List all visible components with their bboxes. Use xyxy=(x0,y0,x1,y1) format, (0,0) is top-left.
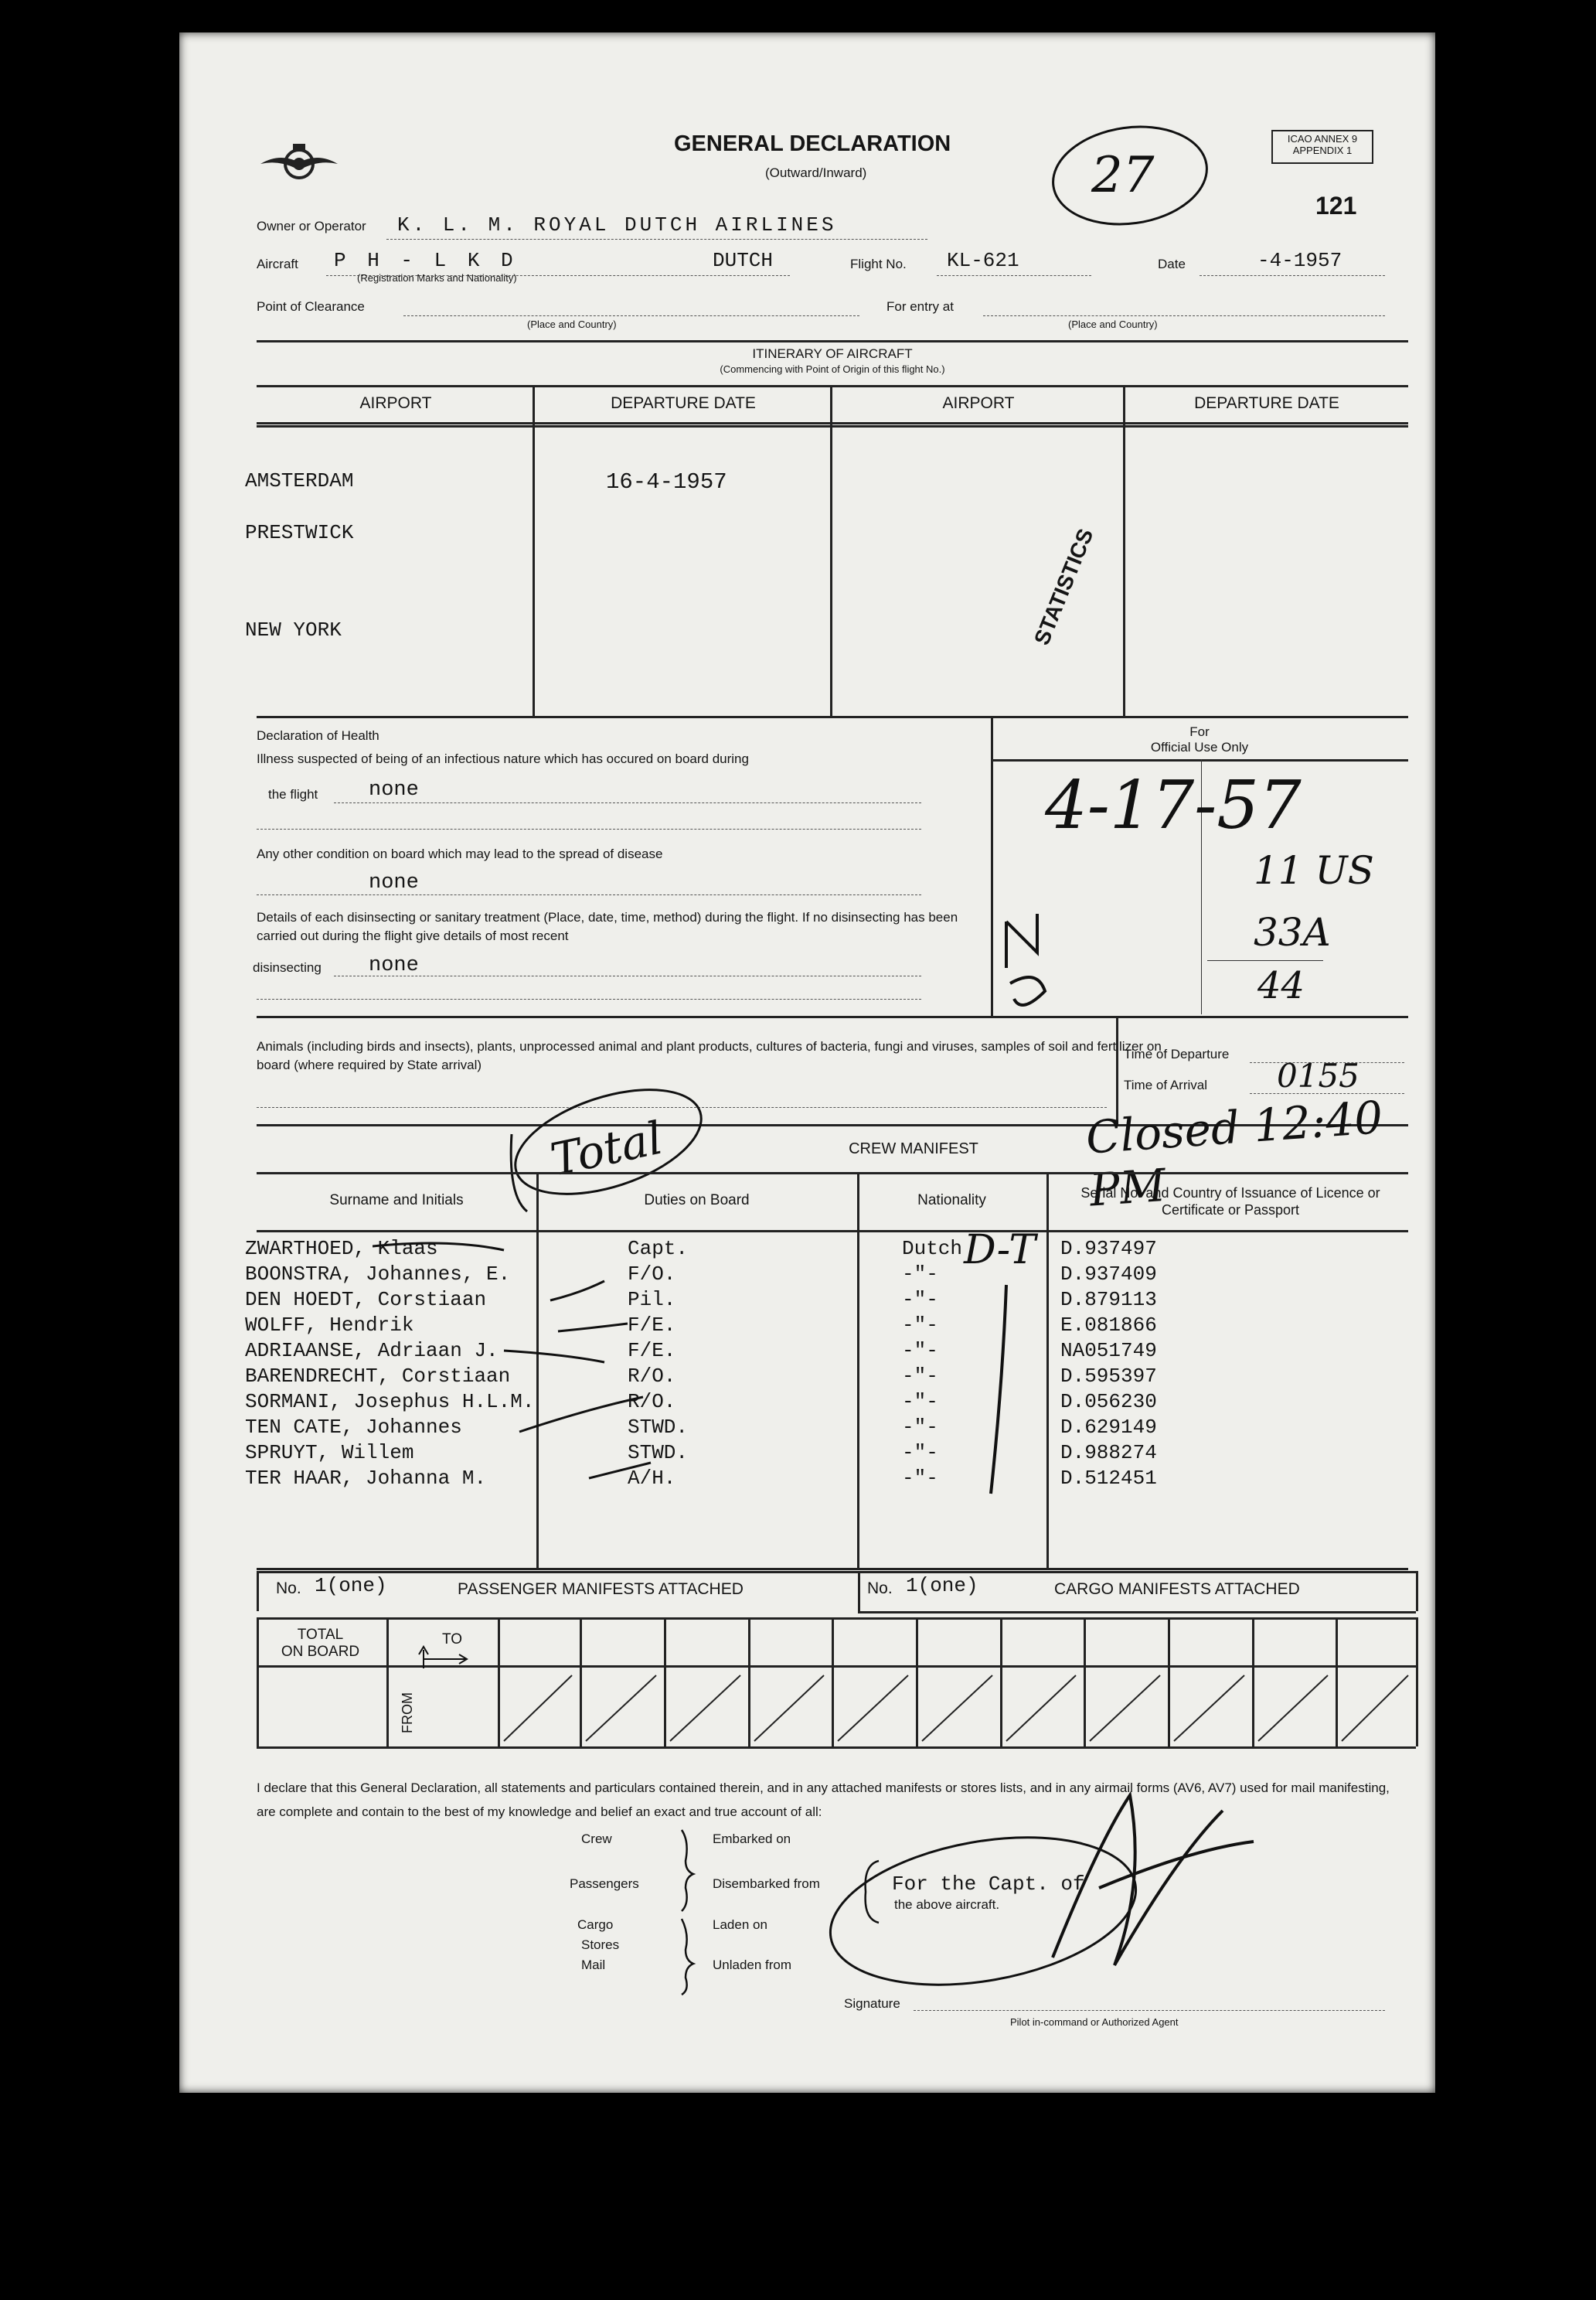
owner-value: K. L. M. ROYAL DUTCH AIRLINES xyxy=(397,213,837,237)
itinerary-col-airport-2: AIRPORT xyxy=(942,394,1015,412)
itinerary-title: ITINERARY OF AIRCRAFT xyxy=(752,346,913,361)
signature-label: Signature xyxy=(844,1996,900,2011)
owner-label: Owner or Operator xyxy=(257,219,366,233)
form-subtitle: (Outward/Inward) xyxy=(765,165,867,180)
cargo-no-label: No. xyxy=(867,1579,893,1597)
total-label: TOTAL xyxy=(297,1627,344,1643)
crew-serial: D.512451 xyxy=(1060,1467,1157,1490)
aircraft-label: Aircraft xyxy=(257,257,298,271)
grid-slash xyxy=(504,1675,572,1741)
health-q1-lead: the flight xyxy=(268,787,318,802)
circled-number: 27 xyxy=(1091,147,1155,204)
official-title1: For xyxy=(1189,724,1210,739)
above-aircraft: the above aircraft. xyxy=(894,1897,1000,1912)
from-label: FROM xyxy=(400,1692,415,1733)
crew-name: TER HAAR, Johanna M. xyxy=(245,1467,487,1490)
decl-left-2: Passengers xyxy=(570,1876,639,1891)
decl-mid-1: Embarked on xyxy=(713,1831,791,1846)
crew-nationality: -"- xyxy=(902,1339,938,1362)
itinerary-airport-2: PRESTWICK xyxy=(245,521,354,544)
captain-signature xyxy=(821,1764,1285,2012)
grid-slash xyxy=(1006,1675,1076,1741)
crew-nationality: -"- xyxy=(902,1288,938,1311)
crew-name: ZWARTHOED, Klaas xyxy=(245,1237,438,1260)
itinerary-airport-3: NEW YORK xyxy=(245,618,342,642)
crew-nationality: Dutch xyxy=(902,1237,963,1260)
crew-serial: D.629149 xyxy=(1060,1416,1157,1439)
crew-col-nationality: Nationality xyxy=(917,1192,986,1208)
crew-serial: D.879113 xyxy=(1060,1288,1157,1311)
health-q3: Details of each disinsecting or sanitary treatment (Place, date, time, method) during the flight. If no disinsecting has been carried out during the flight give details of most recent xyxy=(257,910,958,943)
official-hand-c: 44 xyxy=(1257,964,1305,1007)
onboard-label: ON BOARD xyxy=(281,1644,360,1660)
official-title2: Official Use Only xyxy=(1150,740,1249,755)
decl-left-5: Mail xyxy=(581,1958,606,1972)
crew-duty: F/E. xyxy=(628,1339,676,1362)
clearance-label: Point of Clearance xyxy=(257,299,365,314)
health-q2: Any other condition on board which may lead to the spread of disease xyxy=(257,847,663,861)
crew-name: BOONSTRA, Johannes, E. xyxy=(245,1262,511,1286)
crew-nationality: -"- xyxy=(902,1314,938,1337)
crew-duty: Pil. xyxy=(628,1288,676,1311)
pax-manifest-label: PASSENGER MANIFESTS ATTACHED xyxy=(458,1580,744,1598)
arrival-time-label: Time of Arrival xyxy=(1124,1078,1208,1092)
crew-name: DEN HOEDT, Corstiaan xyxy=(245,1288,487,1311)
decl-mid-4: Unladen from xyxy=(713,1958,792,1972)
crew-name: SPRUYT, Willem xyxy=(245,1441,414,1464)
crew-nationality: -"- xyxy=(902,1441,938,1464)
crew-duty: STWD. xyxy=(628,1416,689,1439)
date-label: Date xyxy=(1158,257,1186,271)
grid-slash xyxy=(754,1675,824,1741)
grid-slash xyxy=(1090,1675,1160,1741)
crew-duty: STWD. xyxy=(628,1441,689,1464)
official-hand-b: 33A xyxy=(1254,910,1331,955)
decl-mid-3: Laden on xyxy=(713,1917,767,1932)
crew-duty: R/O. xyxy=(628,1390,676,1413)
health-a3: none xyxy=(369,954,419,977)
capt-line: For the Capt. of xyxy=(892,1872,1085,1896)
animals-text: Animals (including birds and insects), plants, unprocessed animal and plant products, cultures of bacteria, fungi and viruses, samples of soil and fertilizer on board (where required by State arrival) xyxy=(257,1039,1162,1072)
grid-slash xyxy=(922,1675,992,1741)
health-title: Declaration of Health xyxy=(257,728,379,743)
crew-serial: D.595397 xyxy=(1060,1365,1157,1388)
pax-no-label: No. xyxy=(276,1579,301,1597)
health-q1: Illness suspected of being of an infectious nature which has occured on board during xyxy=(257,751,749,766)
decl-left-1: Crew xyxy=(581,1831,612,1846)
crew-serial: D.937497 xyxy=(1060,1237,1157,1260)
crew-duty: Capt. xyxy=(628,1237,689,1260)
grid-slash xyxy=(838,1675,908,1741)
crew-serial: D.937409 xyxy=(1060,1262,1157,1286)
entry-label: For entry at xyxy=(886,299,954,314)
crew-duty: F/O. xyxy=(628,1262,676,1286)
health-a1: none xyxy=(369,779,419,802)
decl-left-3: Cargo xyxy=(577,1917,614,1932)
decl-left-4: Stores xyxy=(581,1937,620,1952)
itinerary-col-date-2: DEPARTURE DATE xyxy=(1194,394,1339,412)
clearance-sub: (Place and Country) xyxy=(527,319,617,330)
grid-slash xyxy=(1342,1675,1408,1741)
crew-col-name: Surname and Initials xyxy=(329,1192,464,1208)
crew-title: CREW MANIFEST xyxy=(849,1140,978,1157)
grid-slash xyxy=(1174,1675,1244,1741)
crew-duty: A/H. xyxy=(628,1467,676,1490)
official-hand-a: 11 US xyxy=(1254,848,1374,893)
grid-slash xyxy=(1258,1675,1328,1741)
signature-sub: Pilot in-command or Authorized Agent xyxy=(1010,2016,1179,2028)
crew-nationality: -"- xyxy=(902,1262,938,1286)
crew-serial: D.056230 xyxy=(1060,1390,1157,1413)
crew-serial: E.081866 xyxy=(1060,1314,1157,1337)
crew-serial: D.988274 xyxy=(1060,1441,1157,1464)
closed-time-note: Closed 12:40 PM xyxy=(1084,1091,1385,1217)
crew-name: ADRIAANSE, Adriaan J. xyxy=(245,1339,499,1362)
aircraft-sub-label: (Registration Marks and Nationality) xyxy=(357,272,517,284)
crew-nationality: -"- xyxy=(902,1390,938,1413)
crew-nationality: -"- xyxy=(902,1365,938,1388)
crew-name: SORMANI, Josephus H.L.M. xyxy=(245,1390,535,1413)
itinerary-col-date-1: DEPARTURE DATE xyxy=(611,394,756,412)
crew-nationality: -"- xyxy=(902,1467,938,1490)
crew-hand-mark: D-T xyxy=(964,1227,1036,1273)
document-page xyxy=(179,32,1435,2093)
form-title: GENERAL DECLARATION xyxy=(674,131,951,156)
aircraft-nationality: DUTCH xyxy=(713,249,774,272)
crew-duty: R/O. xyxy=(628,1365,676,1388)
crew-name: WOLFF, Hendrik xyxy=(245,1314,414,1337)
to-label: TO xyxy=(442,1631,463,1647)
declaration-text: I declare that this General Declaration, all statements and particulars contained therein, and in any attached manifests or stores lists, and in any airmail forms (AV6, AV7) used for mail manifesting, are complete and contain to the best of my knowledge and belief an exact and true account of all: xyxy=(257,1780,1390,1819)
official-hand-date: 4-17-57 xyxy=(1045,767,1302,844)
date-value: -4-1957 xyxy=(1257,249,1342,272)
itinerary-subtitle: (Commencing with Point of Origin of this flight No.) xyxy=(720,363,945,375)
grid-slash xyxy=(586,1675,656,1741)
crew-nationality: -"- xyxy=(902,1416,938,1439)
crew-name: BARENDRECHT, Corstiaan xyxy=(245,1365,511,1388)
crew-serial: NA051749 xyxy=(1060,1339,1157,1362)
annex-line1: ICAO ANNEX 9 xyxy=(1287,133,1358,145)
grid-slash xyxy=(670,1675,740,1741)
health-q3-lead: disinsecting xyxy=(253,960,322,975)
crew-name: TEN CATE, Johannes xyxy=(245,1416,462,1439)
crew-duty: F/E. xyxy=(628,1314,676,1337)
itinerary-date-1: 16-4-1957 xyxy=(606,469,727,495)
flight-value: KL-621 xyxy=(947,249,1019,272)
itinerary-airport-1: AMSTERDAM xyxy=(245,469,354,492)
crew-col-serial: Serial No. and Country of Issuance of Licence or Certificate or Passport xyxy=(1080,1185,1380,1218)
annex-line2: APPENDIX 1 xyxy=(1292,145,1353,156)
entry-sub: (Place and Country) xyxy=(1068,319,1158,330)
decl-mid-2: Disembarked from xyxy=(713,1876,820,1891)
pax-manifest-count: 1(one) xyxy=(315,1574,387,1597)
aircraft-registration: P H - L K D xyxy=(334,249,518,272)
itinerary-col-airport-1: AIRPORT xyxy=(359,394,432,412)
cargo-manifest-label: CARGO MANIFESTS ATTACHED xyxy=(1054,1580,1300,1598)
flight-label: Flight No. xyxy=(850,257,907,271)
arrival-time-value: 0155 xyxy=(1277,1057,1359,1095)
health-a2: none xyxy=(369,871,419,894)
total-word: Total xyxy=(546,1111,668,1187)
statistics-stamp: STATISTICS xyxy=(1029,525,1098,649)
crew-col-duty: Duties on Board xyxy=(644,1192,750,1208)
departure-time-label: Time of Departure xyxy=(1124,1047,1230,1061)
cargo-manifest-count: 1(one) xyxy=(906,1574,978,1597)
doc-number: 121 xyxy=(1315,192,1357,220)
